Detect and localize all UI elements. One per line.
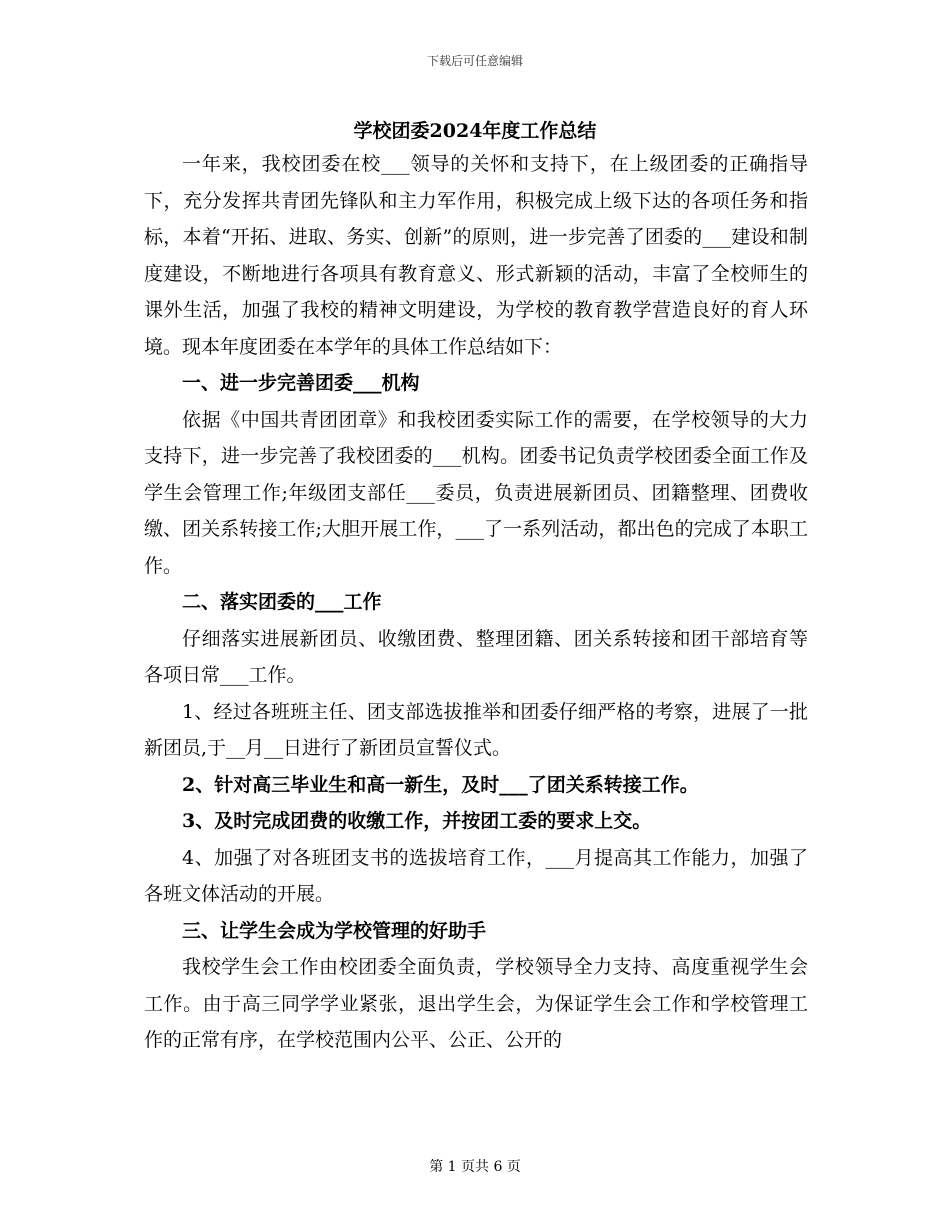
page-number: 第 1 页共 6 页 xyxy=(429,1159,521,1175)
list-item-3: 3、及时完成团费的收缴工作，并按团工委的要求上交。 xyxy=(182,810,652,832)
paragraph-section-1: 依据《中国共青团团章》和我校团委实际工作的需要，在学校领导的大力支持下，进一步完善了我校团委的___机构。团委书记负责学校团委全面工作及学生会管理工作;年级团支部任___委员，负责进展新团员、团籍整理、团费收缴、团关系转接工作;大胆开展工作，___了一系列活动，都出色的完成了本职工作。 xyxy=(144,408,808,577)
section-heading-2: 二、落实团委的___工作 xyxy=(182,591,382,613)
list-item-2: 2、针对高三毕业生和高一新生，及时___了团关系转接工作。 xyxy=(182,773,699,796)
list-item-1: 1、经过各班班主任、团支部选拔推举和团委仔细严格的考察，进展了一批新团员,于__月__日进行了新团员宣誓仪式。 xyxy=(144,700,808,759)
section-heading-3: 三、让学生会成为学校管理的好助手 xyxy=(182,919,487,942)
paragraph-section-2: 仔细落实进展新团员、收缴团费、整理团籍、团关系转接和团干部培育等各项日常___工作。 xyxy=(144,627,808,686)
page-header-note: 下载后可任意编辑 xyxy=(426,54,523,68)
section-heading-1: 一、进一步完善团委___机构 xyxy=(182,372,420,394)
document-title: 学校团委2024年度工作总结 xyxy=(353,120,597,142)
document-body xyxy=(144,146,808,1059)
list-item-4: 4、加强了对各班团支书的选拔培育工作，___月提高其工作能力，加强了各班文体活动的开展。 xyxy=(144,846,808,905)
paragraph-intro: 一年来，我校团委在校___领导的关怀和支持下，在上级团委的正确指导下，充分发挥共青团先锋队和主力军作用，积极完成上级下达的各项任务和指标，本着“开拓、进取、务实、创新”的原则，进一步完善了团委的___建设和制度建设，不断地进行各项具有教育意义、形式新颖的活动，丰富了全校师生的课外生活，加强了我校的精神文明建设，为学校的教育教学营造良好的育人环境。现本年度团委在本学年的具体工作总结如下： xyxy=(144,153,808,358)
paragraph-section-3: 我校学生会工作由校团委全面负责，学校领导全力支持、高度重视学生会工作。由于高三同学学业紧张，退出学生会，为保证学生会工作和学校管理工作的正常有序，在学校范围内公平、公正、公开的 xyxy=(144,956,808,1051)
